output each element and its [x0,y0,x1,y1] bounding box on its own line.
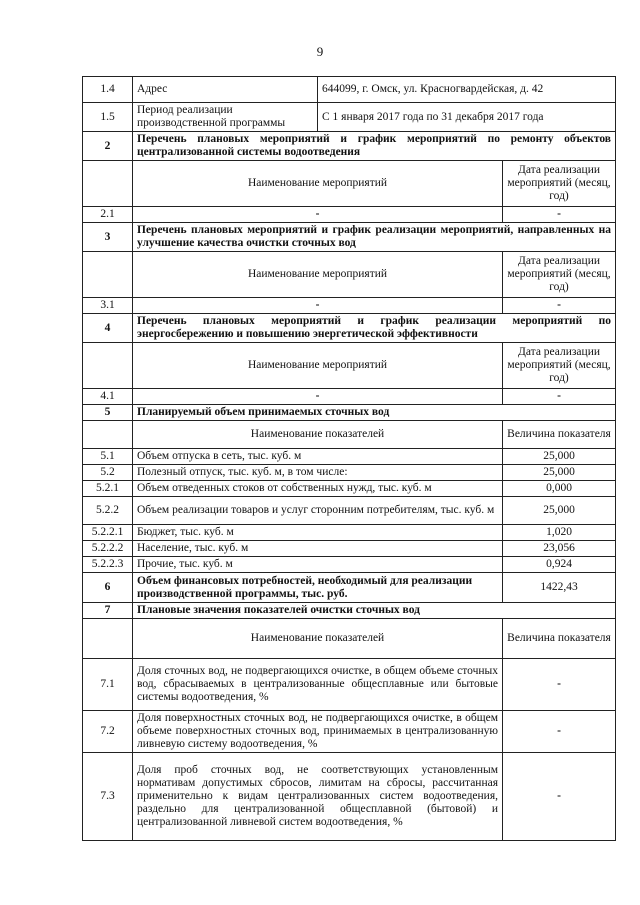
column-header-row [83,161,616,207]
section-number: 7 [83,603,133,619]
row-number: 5.2.2.3 [83,557,133,573]
row-number: 7.2 [83,711,133,753]
row-name: Бюджет, тыс. куб. м [133,525,503,541]
table-row [83,449,616,465]
table-row [83,711,616,753]
section-number: 6 [83,573,133,603]
row-value: - [503,659,616,711]
column-header-row [83,343,616,389]
row-number: 4.1 [83,389,133,405]
row-value: 25,000 [503,497,616,525]
row-number: 5.2.2 [83,497,133,525]
column-header-date: Дата реализации мероприятий (месяц, год) [503,343,616,389]
column-header-name: Наименование показателей [133,421,503,449]
row-name: Население, тыс. куб. м [133,541,503,557]
program-table [82,76,616,841]
row-name: - [133,298,503,314]
section-header [83,132,616,161]
table-row [83,525,616,541]
row-label: Период реализации производственной программы [133,103,318,132]
table-row [83,298,616,314]
table-row [83,541,616,557]
section-title: Плановые значения показателей очистки сточных вод [133,603,616,619]
row-name: Доля поверхностных сточных вод, не подвергающихся очистке, в общем объеме поверхностных сточных вод, принимаемых в централизованную ливневую систему водоотведения, % [133,711,503,753]
row-name: Объем реализации товаров и услуг сторонним потребителям, тыс. куб. м [133,497,503,525]
row-number: 7.3 [83,753,133,841]
row-date: - [503,389,616,405]
table-row [83,481,616,497]
row-number: 5.2.2.1 [83,525,133,541]
row-value: 644099, г. Омск, ул. Красногвардейская, д. 42 [318,77,616,103]
row-date: - [503,207,616,223]
section-header [83,223,616,252]
column-header-row [83,252,616,298]
column-header-date: Дата реализации мероприятий (месяц, год) [503,252,616,298]
row-name: Доля проб сточных вод, не соответствующих установленным нормативам допустимых сбросов, лимитам на сбросы, рассчитанная применительно к видам централизованных систем водоотведения, раздельно для централизованной общесплавной (бытовой) и централизованной ливневой систем водоотведения, % [133,753,503,841]
section-title: Перечень плановых мероприятий и график реализации мероприятий по энергосбережению и повышению энергетической эффективности [133,314,616,343]
section-header [83,573,616,603]
section-number: 4 [83,314,133,343]
table-row [83,389,616,405]
row-number: 7.1 [83,659,133,711]
table-row [83,753,616,841]
section-title: Перечень плановых мероприятий и график мероприятий по ремонту объектов централизованной системы водоотведения [133,132,616,161]
row-value: 23,056 [503,541,616,557]
section-header [83,603,616,619]
section-number: 5 [83,405,133,421]
table-row [83,207,616,223]
row-name: Полезный отпуск, тыс. куб. м, в том числе: [133,465,503,481]
column-header-value: Величина показателя [503,619,616,659]
section-title: Объем финансовых потребностей, необходимый для реализации производственной программы, тыс. руб. [133,573,503,603]
page-number: 9 [316,44,324,59]
row-number: 5.1 [83,449,133,465]
row-number: 5.2.1 [83,481,133,497]
column-header-name: Наименование мероприятий [133,161,503,207]
row-number: 5.2.2.2 [83,541,133,557]
section-header [83,314,616,343]
section-header [83,405,616,421]
column-header-name: Наименование мероприятий [133,252,503,298]
column-header-date: Дата реализации мероприятий (месяц, год) [503,161,616,207]
row-name: Объем отпуска в сеть, тыс. куб. м [133,449,503,465]
section-number: 2 [83,132,133,161]
row-name: Объем отведенных стоков от собственных нужд, тыс. куб. м [133,481,503,497]
column-header-name: Наименование показателей [133,619,503,659]
table-row [83,557,616,573]
table-row [83,465,616,481]
row-name: - [133,207,503,223]
row-date: - [503,298,616,314]
column-header-name: Наименование мероприятий [133,343,503,389]
row-value: 25,000 [503,449,616,465]
table-row [83,77,616,103]
row-number: 2.1 [83,207,133,223]
column-header-row [83,421,616,449]
row-value: 0,924 [503,557,616,573]
row-name: Доля сточных вод, не подвергающихся очистке, в общем объеме сточных вод, сбрасываемых в централизованные общесплавные или бытовые системы водоотведения, % [133,659,503,711]
row-label: Адрес [133,77,318,103]
row-number: 1.5 [83,103,133,132]
column-header-row [83,619,616,659]
row-value: 1,020 [503,525,616,541]
row-value: С 1 января 2017 года по 31 декабря 2017 года [318,103,616,132]
row-number: 1.4 [83,77,133,103]
table-row [83,103,616,132]
row-name: Прочие, тыс. куб. м [133,557,503,573]
row-value: 0,000 [503,481,616,497]
row-number: 3.1 [83,298,133,314]
section-title: Планируемый объем принимаемых сточных вод [133,405,616,421]
section-number: 3 [83,223,133,252]
table-row [83,659,616,711]
row-value: - [503,753,616,841]
section-title: Перечень плановых мероприятий и график реализации мероприятий, направленных на улучшение качества очистки сточных вод [133,223,616,252]
section-value: 1422,43 [503,573,616,603]
row-value: 25,000 [503,465,616,481]
column-header-value: Величина показателя [503,421,616,449]
row-name: - [133,389,503,405]
row-number: 5.2 [83,465,133,481]
row-value: - [503,711,616,753]
table-row [83,497,616,525]
